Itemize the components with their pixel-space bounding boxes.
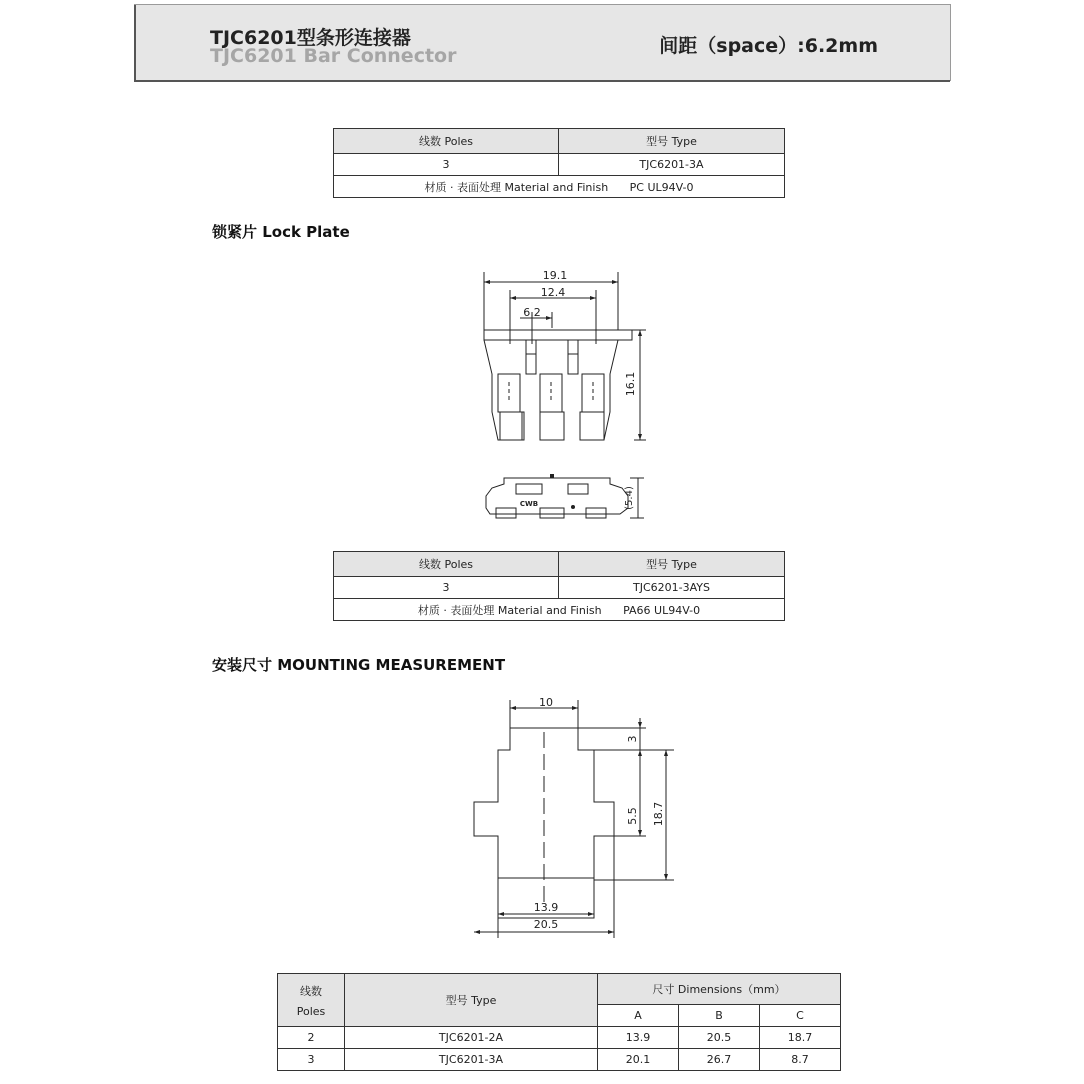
dim-outer-width: 20.5	[533, 918, 559, 931]
row-type: TJC6201-3A	[345, 1049, 598, 1071]
col-b: B	[679, 1004, 760, 1026]
dim-step: 5.5	[626, 807, 639, 825]
col-poles-cn: 线数	[300, 984, 322, 998]
material-value: PA66 UL94V-0	[623, 603, 701, 617]
material-label: 材质 · 表面处理 Material and Finish	[424, 180, 609, 194]
dim-inner-width: 13.9	[533, 901, 559, 914]
material-value: PC UL94V-0	[629, 180, 694, 194]
mounting-title: 安装尺寸 MOUNTING MEASUREMENT	[212, 656, 506, 674]
dim-top-height: 3	[626, 735, 639, 743]
col-type: 型号 Type	[559, 129, 785, 154]
row-a: 20.1	[598, 1049, 679, 1071]
row-b: 26.7	[679, 1049, 760, 1071]
header-left-rule	[134, 5, 136, 81]
material-row	[334, 176, 785, 198]
material-row	[334, 599, 785, 621]
col-dimensions: 尺寸 Dimensions（mm）	[598, 974, 841, 1005]
row-a: 13.9	[598, 1027, 679, 1049]
spec-table-connector	[333, 128, 785, 198]
col-poles-en: Poles	[296, 1004, 326, 1018]
dim-pitch: 6.2	[523, 306, 541, 319]
type-value: TJC6201-3A	[559, 154, 785, 176]
dim-top-width: 10	[539, 696, 553, 709]
dim-height: 18.7	[652, 801, 665, 827]
title-english: TJC6201 Bar Connector	[210, 45, 457, 67]
pitch-spacing: 间距（space）:6.2mm	[659, 35, 878, 57]
dim-height: 16.1	[624, 371, 637, 397]
col-a: A	[598, 1004, 679, 1026]
type-value: TJC6201-3AYS	[559, 577, 785, 599]
lock-plate-drawing	[470, 262, 660, 524]
table-row	[278, 1027, 841, 1049]
dim-width-mid: 12.4	[540, 286, 566, 299]
mounting-drawing	[460, 692, 680, 942]
row-poles: 3	[278, 1049, 345, 1071]
dimensions-table	[277, 973, 841, 1071]
material-label: 材质 · 表面处理 Material and Finish	[417, 603, 602, 617]
col-c: C	[760, 1004, 841, 1026]
dim-thickness: (5.4)	[624, 486, 635, 510]
col-poles	[278, 974, 345, 1027]
col-type: 型号 Type	[559, 552, 785, 577]
row-poles: 2	[278, 1027, 345, 1049]
spec-table-lock-plate	[333, 551, 785, 621]
header-bottom-rule	[134, 80, 950, 82]
dim-width-total: 19.1	[542, 269, 568, 282]
poles-value: 3	[334, 154, 559, 176]
row-c: 18.7	[760, 1027, 841, 1049]
row-type: TJC6201-2A	[345, 1027, 598, 1049]
poles-value: 3	[334, 577, 559, 599]
page-header	[134, 4, 951, 81]
col-type: 型号 Type	[345, 974, 598, 1027]
row-c: 8.7	[760, 1049, 841, 1071]
lock-plate-title: 锁紧片 Lock Plate	[212, 223, 350, 241]
row-b: 20.5	[679, 1027, 760, 1049]
table-row	[278, 1049, 841, 1071]
col-poles: 线数 Poles	[334, 129, 559, 154]
col-poles: 线数 Poles	[334, 552, 559, 577]
marking-cwb: CWB	[519, 500, 539, 508]
title-chinese: TJC6201型条形连接器	[210, 27, 411, 49]
